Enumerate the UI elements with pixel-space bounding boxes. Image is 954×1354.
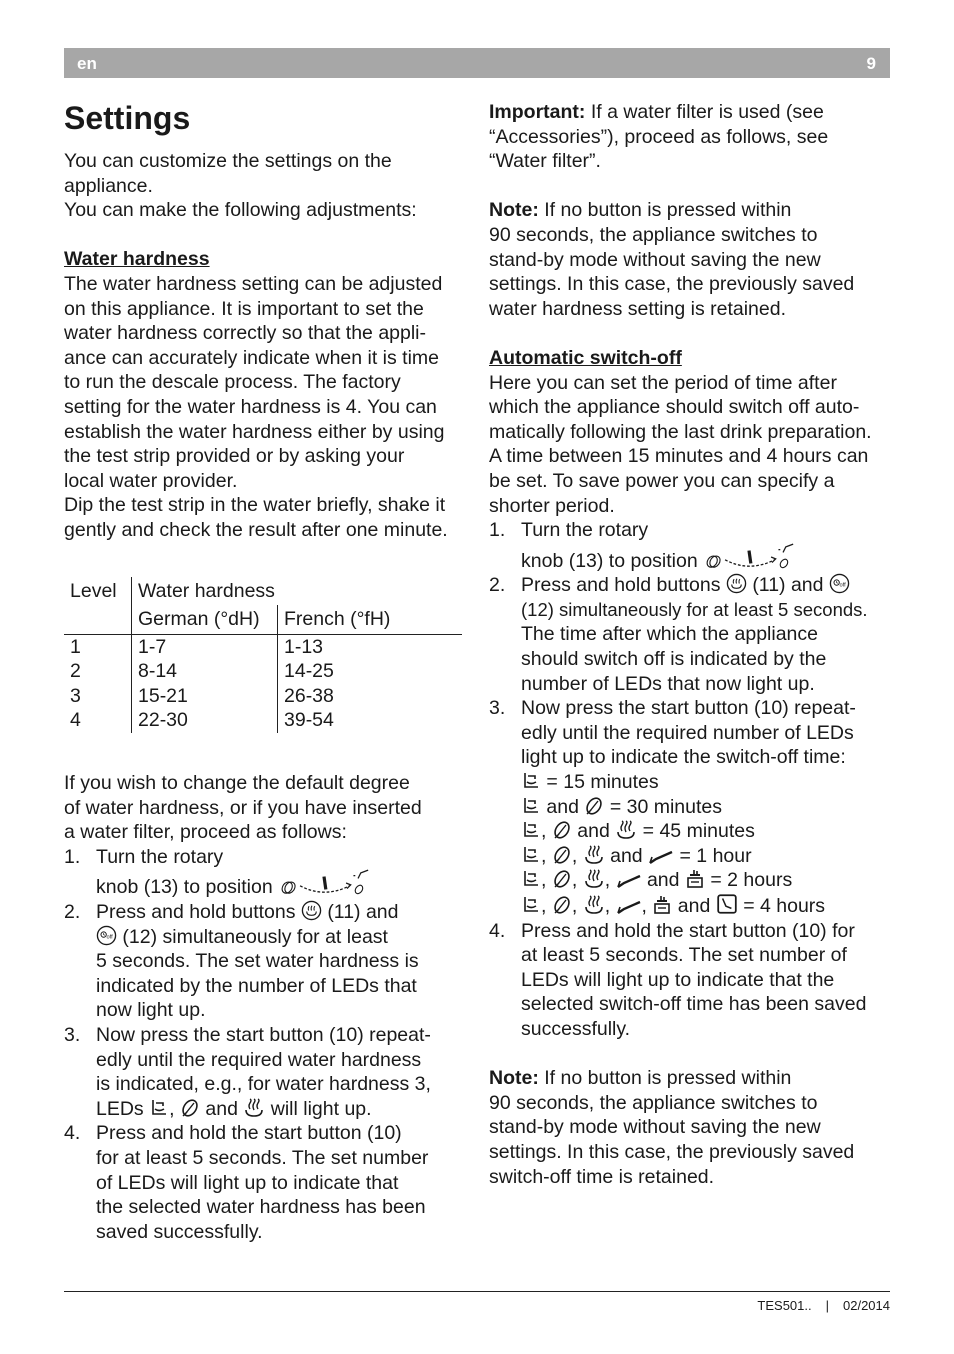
list-item: 2. Press and hold buttons (11) and (12) simultaneously for at least 5 seconds. The set water hardness is indicated by the number of LEDs that now light up. (64, 901, 419, 1022)
descale-box-icon (716, 893, 738, 915)
water-hardness-table (64, 577, 462, 734)
steam-icon (615, 820, 637, 840)
list-item: 1. Turn the rotary knob (13) to position (489, 518, 891, 573)
steam-icon (583, 869, 605, 889)
milk-wand-icon (648, 849, 674, 865)
automatic-switch-off-heading: Automatic switch-off (489, 346, 682, 369)
right-column (489, 100, 891, 1189)
left-column (64, 100, 466, 1244)
water-hardness-steps (64, 845, 466, 1245)
coffee-bean-icon (552, 869, 572, 889)
header-german: German (°dH) (132, 605, 278, 634)
language-code: en (77, 54, 97, 73)
time-2-hours: , , , and = 2 hours (521, 868, 891, 893)
automatic-switch-off-body: Here you can set the period of time after which the appliance should switch off auto- matically following the last drink preparation. A time between 15 minutes and 4 hours can be set. To save power you can specify a shorter period. (489, 371, 872, 517)
cup-icon (521, 820, 541, 840)
model-number: TES501.. (757, 1298, 812, 1313)
table-subheader-row (64, 605, 462, 634)
page-number: 9 (866, 54, 876, 73)
time-45-min: , and = 45 minutes (521, 819, 891, 844)
intro-text: You can customize the settings on the appliance. You can make the following adjustments: (64, 150, 417, 222)
water-jug-icon (652, 895, 672, 915)
steam-icon (583, 845, 605, 865)
footer-separator: | (825, 1298, 829, 1313)
switch-off-steps (489, 518, 891, 1041)
note-water-hardness: Note: If no button is pressed within 90 seconds, the appliance switches to stand-by mode without saving the new settings. In this case, the previously saved water hardness setting is retained. (489, 199, 855, 320)
list-item: 3. Now press the start button (10) repeat- edly until the required water hardness is indicated, e.g., for water hardness 3, LEDs , and will light up. (64, 1024, 431, 1120)
steam-icon (243, 1098, 265, 1118)
publication-date: 02/2014 (843, 1298, 890, 1313)
time-4-hours: , , , , and = 4 hours (521, 893, 891, 919)
header-water-hardness: Water hardness (132, 577, 463, 606)
coffee-bean-icon (584, 796, 604, 816)
milk-wand-icon (616, 873, 642, 889)
important-note: Important: If a water filter is used (see “Accessories”), proceed as follows, see “Water filter”. (489, 101, 829, 173)
off-button-icon (96, 925, 117, 946)
table-row: 2 8-14 14-25 (64, 659, 462, 684)
list-item: 4. Press and hold the start button (10) for at least 5 seconds. The set number of LEDs will light up to indicate that the selected water hardness has been saved successfully. (64, 1122, 429, 1243)
header-french: French (°fH) (278, 605, 463, 634)
note-switch-off: Note: If no button is pressed within 90 seconds, the appliance switches to stand-by mode without saving the new settings. In this case, the previously saved switch-off time is retained. (489, 1067, 855, 1188)
time-15-min: = 15 minutes (521, 770, 891, 795)
milk-wand-icon (616, 899, 642, 915)
footer-rule (64, 1291, 890, 1292)
table-row: 3 15-21 26-38 (64, 684, 462, 709)
steam-button-icon (726, 573, 747, 594)
cup-icon (149, 1098, 169, 1118)
page-header-bar (64, 48, 890, 78)
rotary-knob-position-icon (703, 543, 795, 571)
cup-icon (521, 845, 541, 865)
table-row: 4 22-30 39-54 (64, 708, 462, 733)
list-item: 2. Press and hold buttons (11) and (12) simultaneously for at least 5 seconds. The time after which the appliance should switch off is indicated by the number of LEDs that now light up. (489, 574, 868, 695)
coffee-bean-icon (552, 845, 572, 865)
list-item: 3. Now press the start button (10) repeat- edly until the required number of LEDs light up to indicate the switch-off time: = 15 minutes and = 30 minutes , and = 45 minutes , , and = 1 hour , , , and = 2 hours , , , , and = 4 hours (489, 696, 891, 918)
steam-button-icon (301, 900, 322, 921)
time-30-min: and = 30 minutes (521, 795, 891, 820)
off-button-icon (829, 573, 850, 594)
steam-icon (583, 895, 605, 915)
table-header-row (64, 577, 462, 606)
page-title: Settings (64, 100, 191, 136)
time-1-hour: , , and = 1 hour (521, 844, 891, 869)
change-intro: If you wish to change the default degree of water hardness, or if you have inserted a water filter, proceed as follows: (64, 772, 422, 844)
list-item: 4. Press and hold the start button (10) for at least 5 seconds. The set number of LEDs will light up to indicate that the selected switch-off time has been saved successfully. (489, 919, 867, 1040)
cup-icon (521, 869, 541, 889)
coffee-bean-icon (552, 895, 572, 915)
water-hardness-body: The water hardness setting can be adjusted on this appliance. It is important to set the water hardness correctly so that the appli- ance can accurately indicate when it is time to run the descale process. The factory setting for the water hardness is 4. You can establish the water hardness either by using the test strip provided or by asking your local water provider. Dip the test strip in the water briefly, shake it gently and check the result after one minute. (64, 272, 448, 541)
coffee-bean-icon (552, 820, 572, 840)
table-row: 1 1-7 1-13 (64, 634, 462, 659)
header-level: Level (70, 579, 117, 602)
cup-icon (521, 895, 541, 915)
list-item: 1. Turn the rotary knob (13) to position (64, 845, 466, 900)
cup-icon (521, 771, 541, 791)
rotary-knob-position-icon (278, 869, 370, 897)
cup-icon (521, 796, 541, 816)
footer (757, 1298, 890, 1313)
water-hardness-heading: Water hardness (64, 248, 210, 271)
water-jug-icon (685, 869, 705, 889)
coffee-bean-icon (180, 1098, 200, 1118)
